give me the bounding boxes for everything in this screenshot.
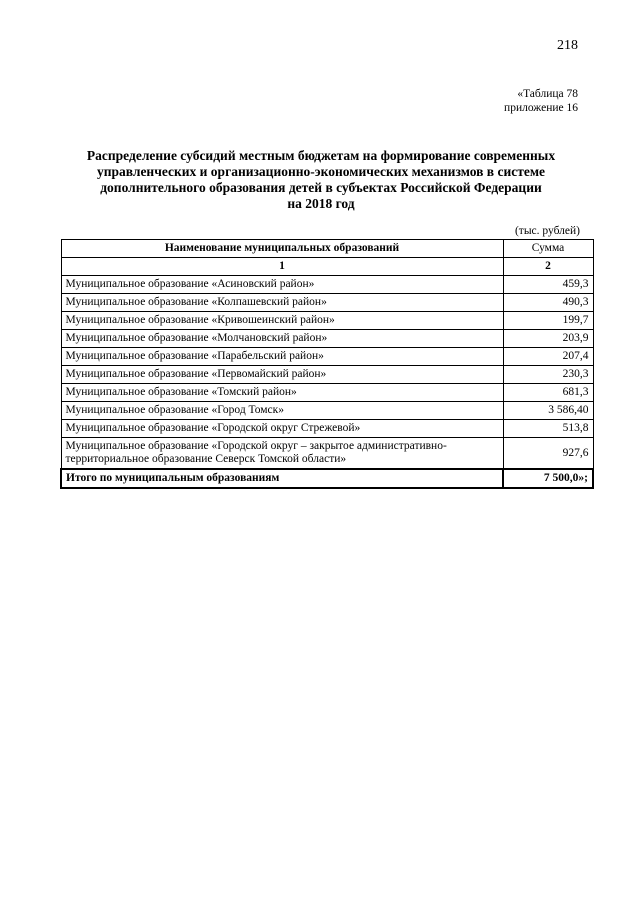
caption-line-table-number: «Таблица 78 xyxy=(517,88,578,100)
table-row xyxy=(61,438,593,470)
column-index-2: 2 xyxy=(503,258,593,276)
row-sum: 230,3 xyxy=(503,366,593,384)
row-name: Муниципальное образование «Колпашевский район» xyxy=(61,294,503,312)
subsidy-table xyxy=(60,239,594,489)
header-sum: Сумма xyxy=(503,240,593,258)
table-row xyxy=(61,402,593,420)
title-line-2: управленческих и организационно-экономических механизмов в системе xyxy=(96,164,546,179)
row-sum: 203,9 xyxy=(503,330,593,348)
row-name: Муниципальное образование «Томский район» xyxy=(61,384,503,402)
row-sum: 681,3 xyxy=(503,384,593,402)
table-row xyxy=(61,312,593,330)
row-sum: 207,4 xyxy=(503,348,593,366)
table-row xyxy=(61,366,593,384)
row-sum: 459,3 xyxy=(503,276,593,294)
title-line-1: Распределение субсидий местным бюджетам на формирование современных xyxy=(86,148,556,163)
row-sum: 3 586,40 xyxy=(503,402,593,420)
total-label: Итого по муниципальным образованиям xyxy=(61,469,503,488)
row-name: Муниципальное образование «Город Томск» xyxy=(61,402,503,420)
table-row xyxy=(61,330,593,348)
table-header-row xyxy=(61,240,593,258)
row-name: Муниципальное образование «Молчановский район» xyxy=(61,330,503,348)
row-name: Муниципальное образование «Парабельский район» xyxy=(61,348,503,366)
title-line-3: дополнительного образования детей в субъектах Российской Федерации xyxy=(100,180,542,195)
row-sum: 927,6 xyxy=(503,438,593,470)
row-name: Муниципальное образование «Первомайский район» xyxy=(61,366,503,384)
table-row xyxy=(61,294,593,312)
table-caption xyxy=(504,87,578,115)
row-sum: 513,8 xyxy=(503,420,593,438)
units-label: (тыс. рублей) xyxy=(514,225,580,237)
table-row xyxy=(61,276,593,294)
total-sum: 7 500,0»; xyxy=(503,469,593,488)
title-line-4: на 2018 год xyxy=(287,196,355,211)
table-row xyxy=(61,348,593,366)
row-name: Муниципальное образование «Кривошеинский район» xyxy=(61,312,503,330)
document-title xyxy=(60,148,582,212)
column-index-1: 1 xyxy=(61,258,503,276)
row-name: Муниципальное образование «Городской округ Стрежевой» xyxy=(61,420,503,438)
table-row xyxy=(61,420,593,438)
table-row xyxy=(61,384,593,402)
row-sum: 199,7 xyxy=(503,312,593,330)
row-sum: 490,3 xyxy=(503,294,593,312)
caption-line-appendix: приложение 16 xyxy=(504,102,578,114)
table-total-row xyxy=(61,469,593,488)
page-number: 218 xyxy=(557,38,578,53)
row-name: Муниципальное образование «Городской округ – закрытое административно-территориальное образование Северск Томской области» xyxy=(61,438,503,470)
header-name: Наименование муниципальных образований xyxy=(61,240,503,258)
row-name: Муниципальное образование «Асиновский район» xyxy=(61,276,503,294)
column-index-row xyxy=(61,258,593,276)
